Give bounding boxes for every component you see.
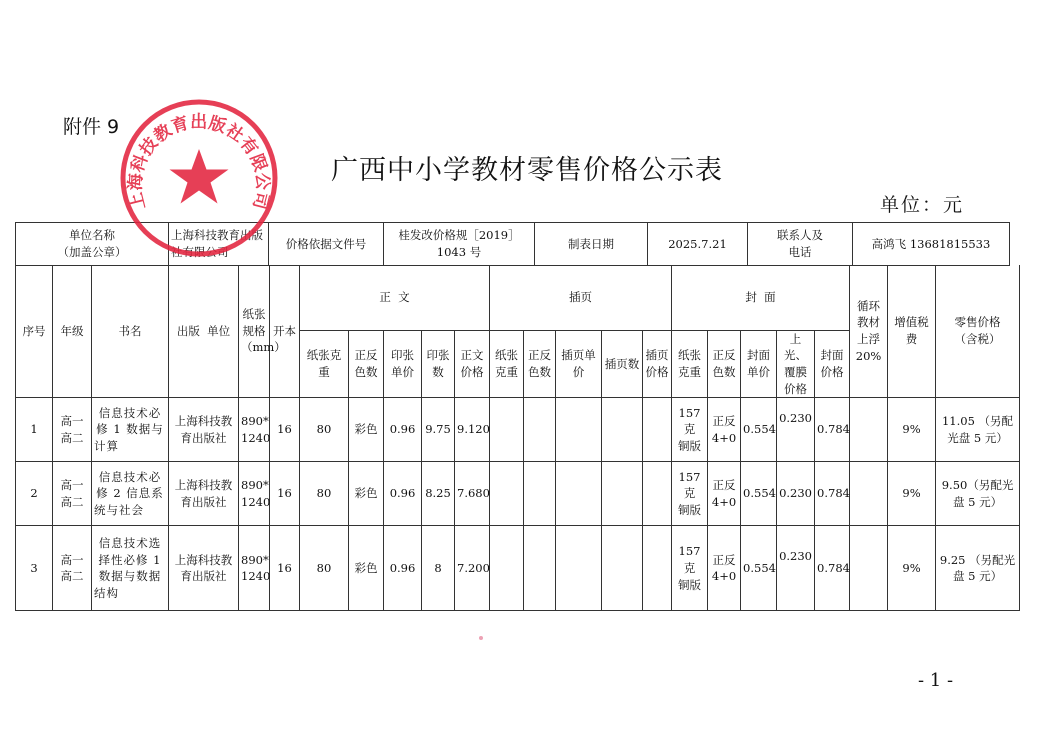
cell-ins-color — [524, 398, 556, 462]
cell-grade: 高一 高二 — [53, 398, 92, 462]
cell-body-unit: 0.96 — [384, 526, 422, 611]
price-table — [15, 265, 1020, 611]
header-cov-coat: 上光、覆膜价格 — [777, 330, 815, 398]
cell-cov-price: 0.784 — [815, 398, 850, 462]
scan-speck — [479, 636, 483, 640]
header-publisher: 出版 单位 — [169, 265, 239, 398]
page-number: - 1 - — [918, 670, 954, 691]
cell-ins-count — [602, 462, 643, 526]
header-seq: 序号 — [16, 265, 53, 398]
cell-vat: 9% — [888, 398, 936, 462]
official-seal — [118, 97, 280, 259]
seal-star-icon — [170, 149, 229, 204]
cell-float — [850, 526, 888, 611]
cell-grade: 高一 高二 — [53, 462, 92, 526]
header-ins-count: 插页数 — [602, 330, 643, 398]
cell-retail: 9.25 （另配光盘 5 元） — [936, 526, 1020, 611]
cell-cov-weight: 157 克 铜版 — [672, 398, 708, 462]
header-body-unit: 印张单价 — [384, 330, 422, 398]
header-body-weight: 纸张克重 — [300, 330, 349, 398]
header-paper-size: 纸张规格（mm） — [239, 265, 270, 398]
cell-body-sheets: 8 — [422, 526, 455, 611]
cell-ins-color — [524, 526, 556, 611]
cell-retail: 9.50（另配光盘 5 元） — [936, 462, 1020, 526]
seal-text: 上海科技教育出版社有限公司 — [125, 112, 273, 212]
cell-publisher: 上海科技教育出版社 — [169, 526, 239, 611]
attachment-label: 附件 9 — [63, 116, 120, 138]
header-float: 循环教材上浮20% — [850, 265, 888, 398]
cell-cov-coat: 0.230 — [777, 526, 815, 611]
date-value: 2025.7.21 — [648, 223, 748, 266]
cell-body-color: 彩色 — [349, 462, 384, 526]
header-body-color: 正反色数 — [349, 330, 384, 398]
cell-body-unit: 0.96 — [384, 398, 422, 462]
cell-cov-price: 0.784 — [815, 462, 850, 526]
cell-retail: 11.05 （另配光盘 5 元） — [936, 398, 1020, 462]
cell-ins-unit — [556, 462, 602, 526]
header-insert-group: 插页 — [490, 265, 672, 330]
basis-label: 价格依据文件号 — [269, 223, 384, 266]
document-title: 广西中小学教材零售价格公示表 — [331, 155, 723, 186]
cell-format: 16 — [270, 526, 300, 611]
cell-float — [850, 462, 888, 526]
cell-format: 16 — [270, 462, 300, 526]
header-cov-color: 正反色数 — [708, 330, 741, 398]
cell-ins-weight — [490, 462, 524, 526]
cell-body-color: 彩色 — [349, 398, 384, 462]
cell-ins-price — [643, 398, 672, 462]
cell-body-price: 7.200 — [455, 526, 490, 611]
cell-vat: 9% — [888, 526, 936, 611]
cell-body-weight: 80 — [300, 462, 349, 526]
cell-cov-coat: 0.230 — [777, 462, 815, 526]
cell-body-sheets: 9.75 — [422, 398, 455, 462]
table-row — [16, 398, 1020, 462]
cell-vat: 9% — [888, 462, 936, 526]
header-body-group: 正 文 — [300, 265, 490, 330]
cell-book-name: 信息技术选择性必修 1 数据与数据结构 — [92, 526, 169, 611]
header-cov-price: 封面价格 — [815, 330, 850, 398]
cell-cov-price: 0.784 — [815, 526, 850, 611]
cell-size: 890* 1240 — [239, 526, 270, 611]
cell-size: 890* 1240 — [239, 398, 270, 462]
cell-book-name: 信息技术必修 2 信息系统与社会 — [92, 462, 169, 526]
header-cover-group: 封 面 — [672, 265, 850, 330]
header-vat: 增值税费 — [888, 265, 936, 398]
cell-ins-price — [643, 462, 672, 526]
cell-book-name: 信息技术必修 1 数据与计算 — [92, 398, 169, 462]
cell-ins-weight — [490, 526, 524, 611]
cell-cov-coat: 0.230 — [777, 398, 815, 462]
cell-ins-count — [602, 398, 643, 462]
cell-cov-weight: 157 克 铜版 — [672, 526, 708, 611]
unit-label: 单位：元 — [880, 194, 965, 216]
cell-cov-unit: 0.554 — [741, 526, 777, 611]
table-row — [16, 526, 1020, 611]
cell-body-sheets: 8.25 — [422, 462, 455, 526]
cell-format: 16 — [270, 398, 300, 462]
header-ins-weight: 纸张克重 — [490, 330, 524, 398]
header-ins-price: 插页价格 — [643, 330, 672, 398]
header-ins-unit: 插页单价 — [556, 330, 602, 398]
cell-ins-price — [643, 526, 672, 611]
basis-value: 桂发改价格规［2019］ 1043 号 — [384, 223, 535, 266]
header-retail: 零售价格 （含税） — [936, 265, 1020, 398]
header-cov-unit: 封面单价 — [741, 330, 777, 398]
cell-cov-weight: 157 克 铜版 — [672, 462, 708, 526]
cell-body-price: 9.120 — [455, 398, 490, 462]
unit-name-value: 上海科技教育出版社有限公司 — [169, 223, 269, 266]
header-cov-weight: 纸张克重 — [672, 330, 708, 398]
cell-seq: 2 — [16, 462, 53, 526]
unit-name-label: 单位名称 （加盖公章） — [16, 223, 169, 266]
cell-seq: 3 — [16, 526, 53, 611]
cell-body-price: 7.680 — [455, 462, 490, 526]
header-ins-color: 正反色数 — [524, 330, 556, 398]
cell-seq: 1 — [16, 398, 53, 462]
cell-body-weight: 80 — [300, 398, 349, 462]
cell-ins-unit — [556, 398, 602, 462]
cell-publisher: 上海科技教育出版社 — [169, 462, 239, 526]
header-body-sheets: 印张数 — [422, 330, 455, 398]
contact-value: 高鸿飞 13681815533 — [853, 223, 1010, 266]
cell-grade: 高一 高二 — [53, 526, 92, 611]
seal-graphic — [123, 102, 275, 254]
cell-cov-color: 正反 4+0 — [708, 526, 741, 611]
header-format: 开本 — [270, 265, 300, 398]
cell-ins-weight — [490, 398, 524, 462]
cell-cov-color: 正反 4+0 — [708, 398, 741, 462]
cell-body-color: 彩色 — [349, 526, 384, 611]
cell-float — [850, 398, 888, 462]
table-row — [16, 462, 1020, 526]
cell-cov-color: 正反 4+0 — [708, 462, 741, 526]
cell-cov-unit: 0.554 — [741, 398, 777, 462]
cell-ins-count — [602, 526, 643, 611]
cell-publisher: 上海科技教育出版社 — [169, 398, 239, 462]
header-grade: 年级 — [53, 265, 92, 398]
cell-cov-unit: 0.554 — [741, 462, 777, 526]
date-label: 制表日期 — [535, 223, 648, 266]
cell-size: 890* 1240 — [239, 462, 270, 526]
cell-ins-color — [524, 462, 556, 526]
cell-ins-unit — [556, 526, 602, 611]
header-body-price: 正文价格 — [455, 330, 490, 398]
cell-body-weight: 80 — [300, 526, 349, 611]
cell-body-unit: 0.96 — [384, 462, 422, 526]
header-book-name: 书名 — [92, 265, 169, 398]
contact-label: 联系人及 电话 — [748, 223, 853, 266]
